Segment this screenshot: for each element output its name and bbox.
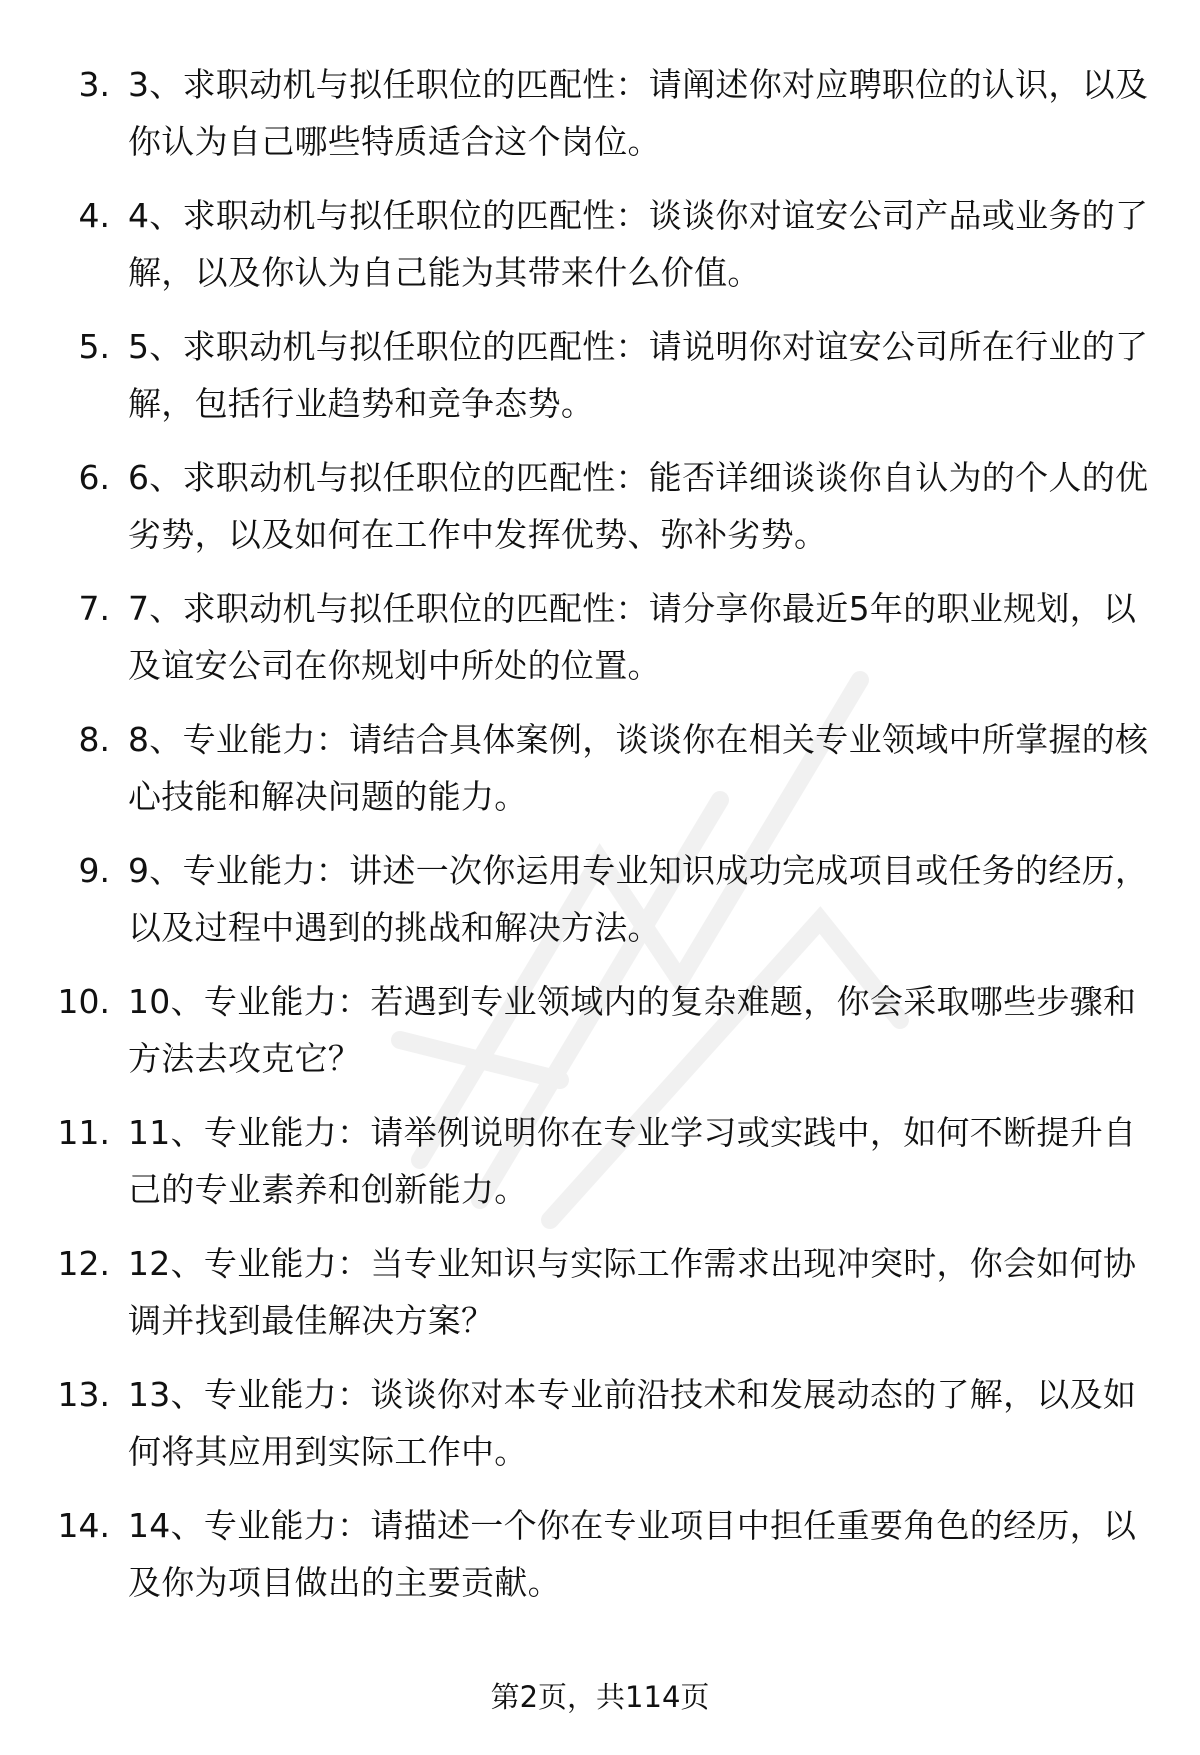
item-text: 12、专业能力：当专业知识与实际工作需求出现冲突时，你会如何协调并找到最佳解决方案？: [128, 1244, 1137, 1340]
item-number: 9.: [78, 851, 110, 890]
item-text: 9、专业能力：讲述一次你运用专业知识成功完成项目或任务的经历，以及过程中遇到的挑战和解决方法。: [128, 851, 1149, 947]
item-number: 13.: [57, 1375, 110, 1414]
item-text: 14、专业能力：请描述一个你在专业项目中担任重要角色的经历，以及你为项目做出的主要贡献。: [128, 1506, 1137, 1602]
item-text: 10、专业能力：若遇到专业领域内的复杂难题，你会采取哪些步骤和方法去攻克它？: [128, 982, 1137, 1078]
item-number: 3.: [78, 65, 110, 104]
item-text: 7、求职动机与拟任职位的匹配性：请分享你最近5年的职业规划，以及谊安公司在你规划中所处的位置。: [128, 589, 1137, 685]
list-item: [0, 187, 1200, 318]
item-number: 4.: [78, 196, 110, 235]
item-number: 10.: [57, 982, 110, 1021]
item-text: 13、专业能力：谈谈你对本专业前沿技术和发展动态的了解，以及如何将其应用到实际工作中。: [128, 1375, 1137, 1471]
item-number: 7.: [78, 589, 110, 628]
item-text: 6、求职动机与拟任职位的匹配性：能否详细谈谈你自认为的个人的优劣势，以及如何在工作中发挥优势、弥补劣势。: [128, 458, 1149, 554]
item-text: 4、求职动机与拟任职位的匹配性：谈谈你对谊安公司产品或业务的了解，以及你认为自己能为其带来什么价值。: [128, 196, 1149, 292]
item-number: 6.: [78, 458, 110, 497]
item-text: 5、求职动机与拟任职位的匹配性：请说明你对谊安公司所在行业的了解，包括行业趋势和竞争态势。: [128, 327, 1149, 423]
item-text: 11、专业能力：请举例说明你在专业学习或实践中，如何不断提升自己的专业素养和创新能力。: [128, 1113, 1137, 1209]
page-footer: 第2页，共114页: [490, 1680, 710, 1714]
list-item: [0, 56, 1200, 187]
item-number: 11.: [57, 1113, 110, 1152]
list-item: [0, 318, 1200, 449]
list-item: [0, 449, 1200, 580]
list-item: [0, 1104, 1200, 1235]
item-number: 14.: [57, 1506, 110, 1545]
list-item: [0, 1235, 1200, 1366]
list-item: [0, 1366, 1200, 1497]
question-list: [0, 56, 1200, 1628]
item-number: 8.: [78, 720, 110, 759]
item-text: 8、专业能力：请结合具体案例，谈谈你在相关专业领域中所掌握的核心技能和解决问题的能力。: [128, 720, 1149, 816]
item-number: 12.: [57, 1244, 110, 1283]
list-item: [0, 711, 1200, 842]
item-number: 5.: [78, 327, 110, 366]
list-item: [0, 1497, 1200, 1628]
list-item: [0, 842, 1200, 973]
item-text: 3、求职动机与拟任职位的匹配性：请阐述你对应聘职位的认识，以及你认为自己哪些特质适合这个岗位。: [128, 65, 1149, 161]
list-item: [0, 973, 1200, 1104]
list-item: [0, 580, 1200, 711]
